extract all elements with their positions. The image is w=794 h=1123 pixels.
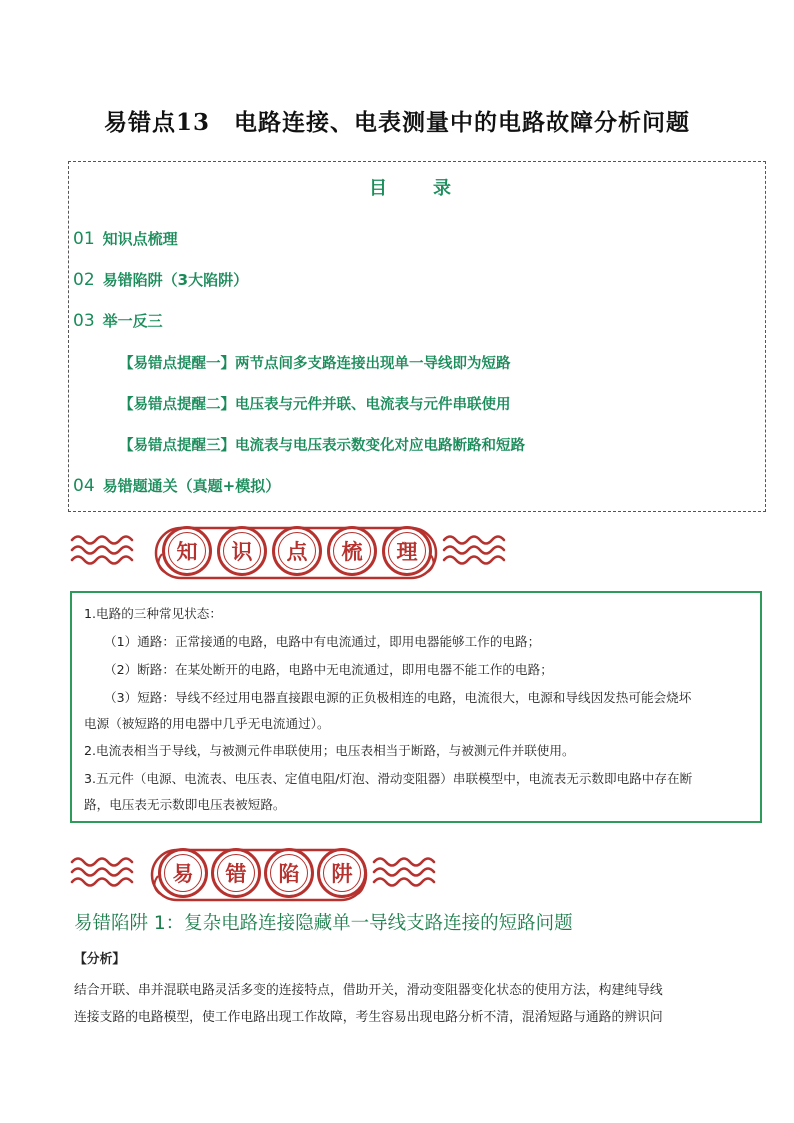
- toc-subitem-1[interactable]: 【易错点提醒一】两节点间多支路连接出现单一导线即为短路: [119, 356, 511, 372]
- toc-item-04[interactable]: 04 易错题通关（真题+模拟）: [73, 476, 281, 496]
- knowledge-line: 3.五元件（电源、电流表、电压表、定值电阻/灯泡、滑动变阻器）串联模型中，电流表无示数即电路中存在断: [84, 771, 693, 786]
- banner-char: 知: [162, 526, 212, 576]
- knowledge-line: （3）短路：导线不经过用电器直接跟电源的正负极相连的电路，电流很大，电源和导线因发热可能会烧坏: [104, 690, 692, 705]
- trap-heading: 易错陷阱 1：复杂电路连接隐藏单一导线支路连接的短路问题: [74, 913, 573, 934]
- analysis-paragraph-line: 结合开联、串并混联电路灵活多变的连接特点，借助开关，滑动变阻器变化状态的使用方法，构建纯导线: [74, 983, 663, 998]
- banner-char: 阱: [317, 848, 367, 898]
- section-banner-knowledge: [68, 524, 538, 582]
- knowledge-line: （2）断路：在某处断开的电路，电路中无电流通过，即用电器不能工作的电路；: [104, 662, 553, 677]
- table-of-contents: [68, 161, 766, 512]
- toc-item-01[interactable]: 01 知识点梳理: [73, 229, 178, 249]
- banner-char: 理: [382, 526, 432, 576]
- banner-char: 识: [217, 526, 267, 576]
- toc-heading: 目 录: [369, 178, 465, 199]
- analysis-label: 【分析】: [74, 952, 126, 967]
- banner-char: 梳: [327, 526, 377, 576]
- banner-char: 陷: [264, 848, 314, 898]
- toc-subitem-2[interactable]: 【易错点提醒二】电压表与元件并联、电流表与元件串联使用: [119, 397, 511, 413]
- banner-char: 错: [211, 848, 261, 898]
- banner-char: 易: [158, 848, 208, 898]
- knowledge-line: （1）通路：正常接通的电路，电路中有电流通过，即用电器能够工作的电路；: [104, 634, 541, 649]
- banner-char: 点: [272, 526, 322, 576]
- knowledge-box: [70, 591, 762, 823]
- toc-subitem-3[interactable]: 【易错点提醒三】电流表与电压表示数变化对应电路断路和短路: [119, 438, 525, 454]
- section-banner-traps: [68, 846, 448, 904]
- knowledge-line: 2.电流表相当于导线，与被测元件串联使用；电压表相当于断路，与被测元件并联使用。: [84, 743, 575, 758]
- page-title: 易错点13 电路连接、电表测量中的电路故障分析问题: [103, 109, 690, 136]
- knowledge-line: 电源（被短路的用电器中几乎无电流通过）。: [84, 716, 330, 731]
- analysis-paragraph-line: 连接支路的电路模型，使工作电路出现工作故障，考生容易出现电路分析不清，混淆短路与通路的辨识问: [74, 1010, 663, 1025]
- knowledge-line: 1.电路的三种常见状态：: [84, 606, 222, 621]
- toc-item-03[interactable]: 03 举一反三: [73, 311, 163, 331]
- knowledge-line: 路，电压表无示数即电压表被短路。: [84, 797, 286, 812]
- toc-item-02[interactable]: 02 易错陷阱（3大陷阱）: [73, 270, 249, 290]
